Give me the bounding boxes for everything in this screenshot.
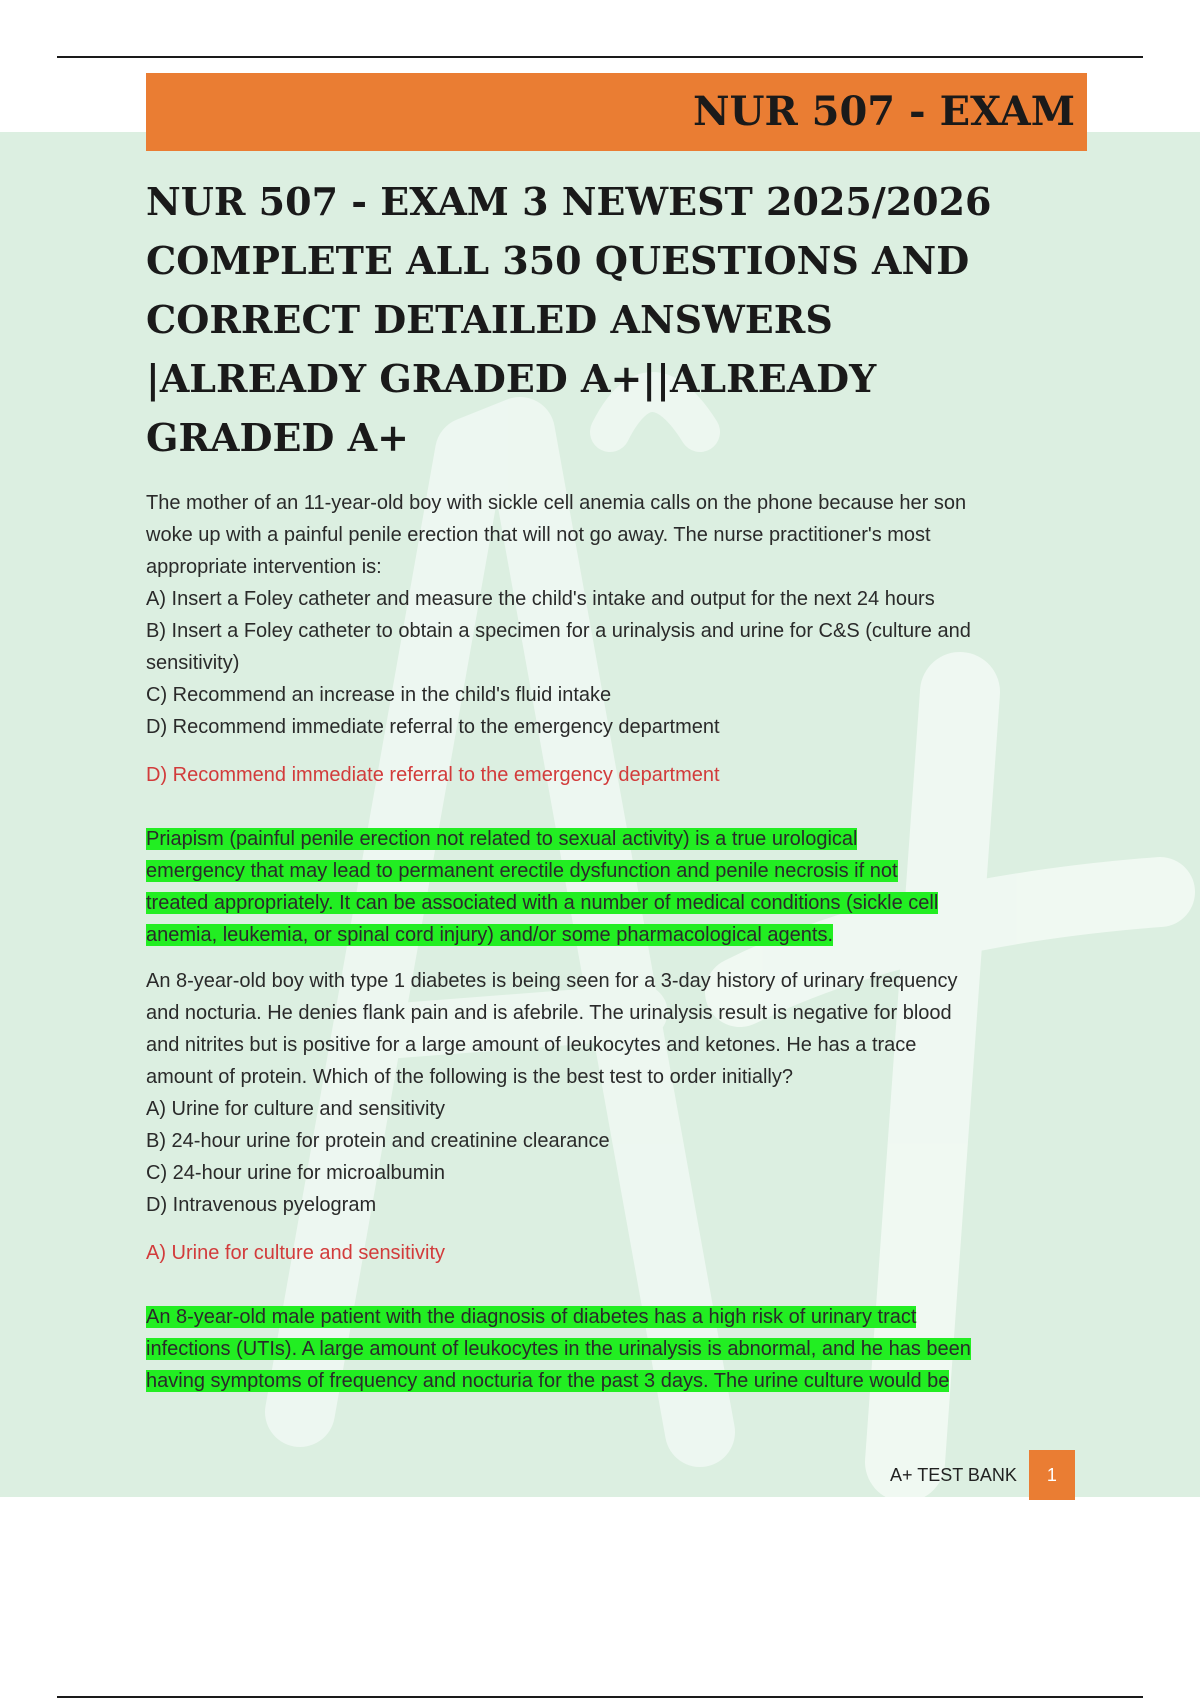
highlighted-explanation-line: infections (UTIs). A large amount of leukocytes in the urinalysis is abnormal, and he has been <box>146 1338 971 1360</box>
explanation-2 <box>146 1301 1090 1397</box>
document-title <box>146 172 1090 467</box>
footer-label: A+ TEST BANK <box>890 1464 1017 1485</box>
answer-option-c: C) 24-hour urine for microalbumin <box>146 1162 446 1184</box>
answer-option-d: D) Recommend immediate referral to the emergency department <box>146 716 720 738</box>
answer-option-b-cont: sensitivity) <box>146 652 240 674</box>
bottom-rule <box>57 1696 1143 1698</box>
correct-answer-1: D) Recommend immediate referral to the emergency department <box>146 764 720 786</box>
highlighted-explanation-line: emergency that may lead to permanent erectile dysfunction and penile necrosis if not <box>146 860 898 882</box>
answer-option-b: B) Insert a Foley catheter to obtain a specimen for a urinalysis and urine for C&S (culture and <box>146 620 971 642</box>
question-stem-line: and nocturia. He denies flank pain and is afebrile. The urinalysis result is negative for blood <box>146 1002 952 1024</box>
page-footer <box>890 1450 1075 1500</box>
title-line: GRADED A+ <box>146 415 409 460</box>
highlighted-explanation-line: anemia, leukemia, or spinal cord injury) and/or some pharmacological agents. <box>146 924 834 946</box>
document-content <box>146 172 1090 1411</box>
highlighted-explanation-line: An 8-year-old male patient with the diagnosis of diabetes has a high risk of urinary tract <box>146 1306 917 1328</box>
answer-option-c: C) Recommend an increase in the child's fluid intake <box>146 684 612 706</box>
header-band-title: NUR 507 - EXAM <box>693 88 1075 135</box>
question-stem-line: woke up with a painful penile erection that will not go away. The nurse practitioner's most <box>146 524 931 546</box>
highlighted-explanation-line: Priapism (painful penile erection not related to sexual activity) is a true urological <box>146 828 858 850</box>
question-stem-line: The mother of an 11-year-old boy with sickle cell anemia calls on the phone because her son <box>146 492 967 514</box>
title-line: |ALREADY GRADED A+||ALREADY <box>146 356 877 401</box>
question-stem-line: and nitrites but is positive for a large amount of leukocytes and ketones. He has a trace <box>146 1034 917 1056</box>
answer-option-d: D) Intravenous pyelogram <box>146 1194 377 1216</box>
title-line: COMPLETE ALL 350 QUESTIONS AND <box>146 238 970 283</box>
header-band <box>146 73 1087 151</box>
question-stem-line: appropriate intervention is: <box>146 556 382 578</box>
question-1 <box>146 487 1090 743</box>
title-line: NUR 507 - EXAM 3 NEWEST 2025/2026 <box>146 179 992 224</box>
highlighted-explanation-line: having symptoms of frequency and nocturia for the past 3 days. The urine culture would be <box>146 1370 950 1392</box>
page-number-badge: 1 <box>1029 1450 1075 1500</box>
explanation-1 <box>146 823 1090 951</box>
top-rule <box>57 56 1143 58</box>
answer-option-a: A) Insert a Foley catheter and measure the child's intake and output for the next 24 hours <box>146 588 935 610</box>
answer-option-b: B) 24-hour urine for protein and creatinine clearance <box>146 1130 610 1152</box>
question-stem-line: An 8-year-old boy with type 1 diabetes is being seen for a 3-day history of urinary frequency <box>146 970 958 992</box>
answer-option-a: A) Urine for culture and sensitivity <box>146 1098 446 1120</box>
title-line: CORRECT DETAILED ANSWERS <box>146 297 833 342</box>
question-stem-line: amount of protein. Which of the following is the best test to order initially? <box>146 1066 794 1088</box>
correct-answer-2: A) Urine for culture and sensitivity <box>146 1242 446 1264</box>
question-2 <box>146 965 1090 1221</box>
highlighted-explanation-line: treated appropriately. It can be associated with a number of medical conditions (sickle cell <box>146 892 939 914</box>
